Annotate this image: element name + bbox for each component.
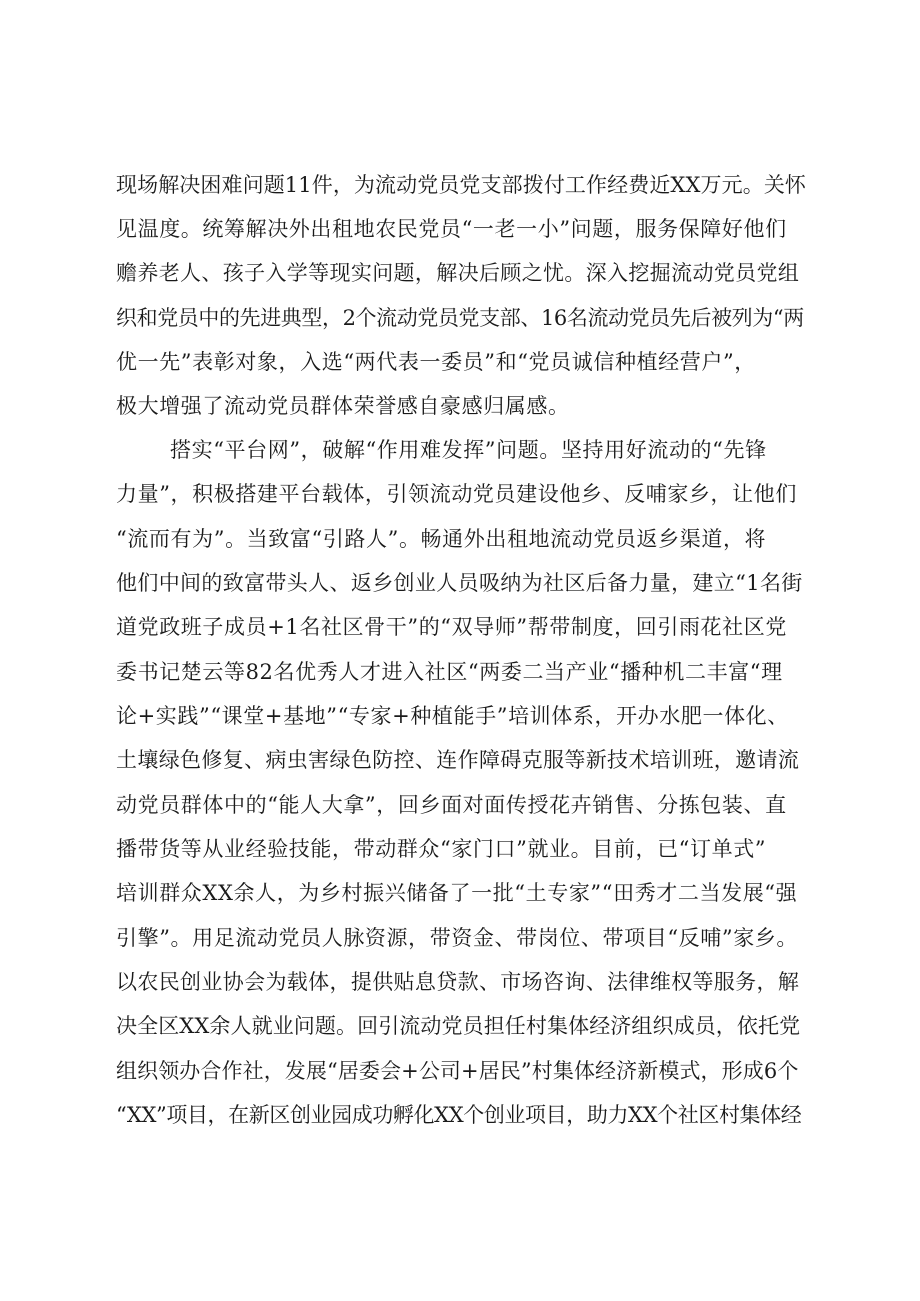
paragraph-1-line-3: 赡养老人、孩子入学等现实问题，解决后顾之忧。深入挖掘流动党员党组 — [116, 261, 800, 285]
paragraph-2-line-9: 动党员群体中的“能人大拿”，回乡面对面传授花卉销售、分拣包装、直 — [116, 793, 787, 817]
paragraph-1-line-4: 织和党员中的先进典型，2个流动党员党支部、16名流动党员先后被列为“两 — [116, 306, 804, 330]
paragraph-2-line-7: 论+实践”“课堂+基地”“专家+种植能手”培训体系，开办水肥一体化、 — [116, 704, 789, 728]
paragraph-2-line-12: 引擎”。用足流动党员人脉资源，带资金、带岗位、带项目“反哺”家乡。 — [116, 926, 799, 950]
paragraph-2-line-10: 播带货等从业经验技能，带动群众“家门口”就业。目前，已“订单式” — [116, 837, 767, 861]
paragraph-2-line-16: “XX”项目，在新区创业园成功孵化XX个创业项目，助力XX个社区村集体经 — [116, 1103, 802, 1127]
paragraph-1-line-2: 见温度。统筹解决外出租地农民党员“一老一小”问题，服务保障好他们 — [116, 217, 787, 241]
paragraph-2-line-4: 他们中间的致富带头人、返乡创业人员吸纳为社区后备力量，建立“1名街 — [116, 571, 803, 595]
paragraph-2-line-15: 组织领办合作社，发展“居委会+公司+居民”村集体经济新模式，形成6个 — [116, 1059, 799, 1083]
paragraph-2-line-3: “流而有为”。当致富“引路人”。畅通外出租地流动党员返乡渠道，将 — [116, 527, 767, 551]
paragraph-2-line-14: 决全区XX余人就业问题。回引流动党员担任村集体经济组织成员，依托党 — [116, 1014, 801, 1038]
paragraph-2-line-1: 搭实“平台网”，破解“作用难发挥”问题。坚持用好流动的“先锋 — [170, 438, 767, 462]
paragraph-2-line-2: 力量”，积极搭建平台载体，引领流动党员建设他乡、反哺家乡，让他们 — [116, 482, 797, 506]
paragraph-2-line-5: 道党政班子成员+1名社区骨干”的“双导师”帮带制度，回引雨花社区党 — [116, 615, 787, 639]
paragraph-2-line-8: 土壤绿色修复、病虫害绿色防控、连作障碍克服等新技术培训班，邀请流 — [116, 748, 800, 772]
paragraph-1-line-6: 极大增强了流动党员群体荣誉感自豪感归属感。 — [116, 394, 570, 418]
paragraph-2-line-13: 以农民创业协会为载体，提供贴息贷款、市场咨询、法律维权等服务，解 — [116, 970, 800, 994]
paragraph-1-line-1: 现场解决困难问题11件，为流动党员党支部拨付工作经费近XX万元。关怀 — [116, 173, 807, 197]
paragraph-2-line-11: 培训群众XX余人，为乡村振兴储备了一批“土专家”“田秀才二当发展“强 — [116, 881, 798, 905]
paragraph-2-line-6: 委书记楚云等82名优秀人才进入社区“两委二当产业“播种机二丰富“理 — [116, 660, 783, 684]
paragraph-1-line-5: 优一先”表彰对象，入选“两代表一委员”和“党员诚信种植经营户”， — [116, 350, 756, 374]
